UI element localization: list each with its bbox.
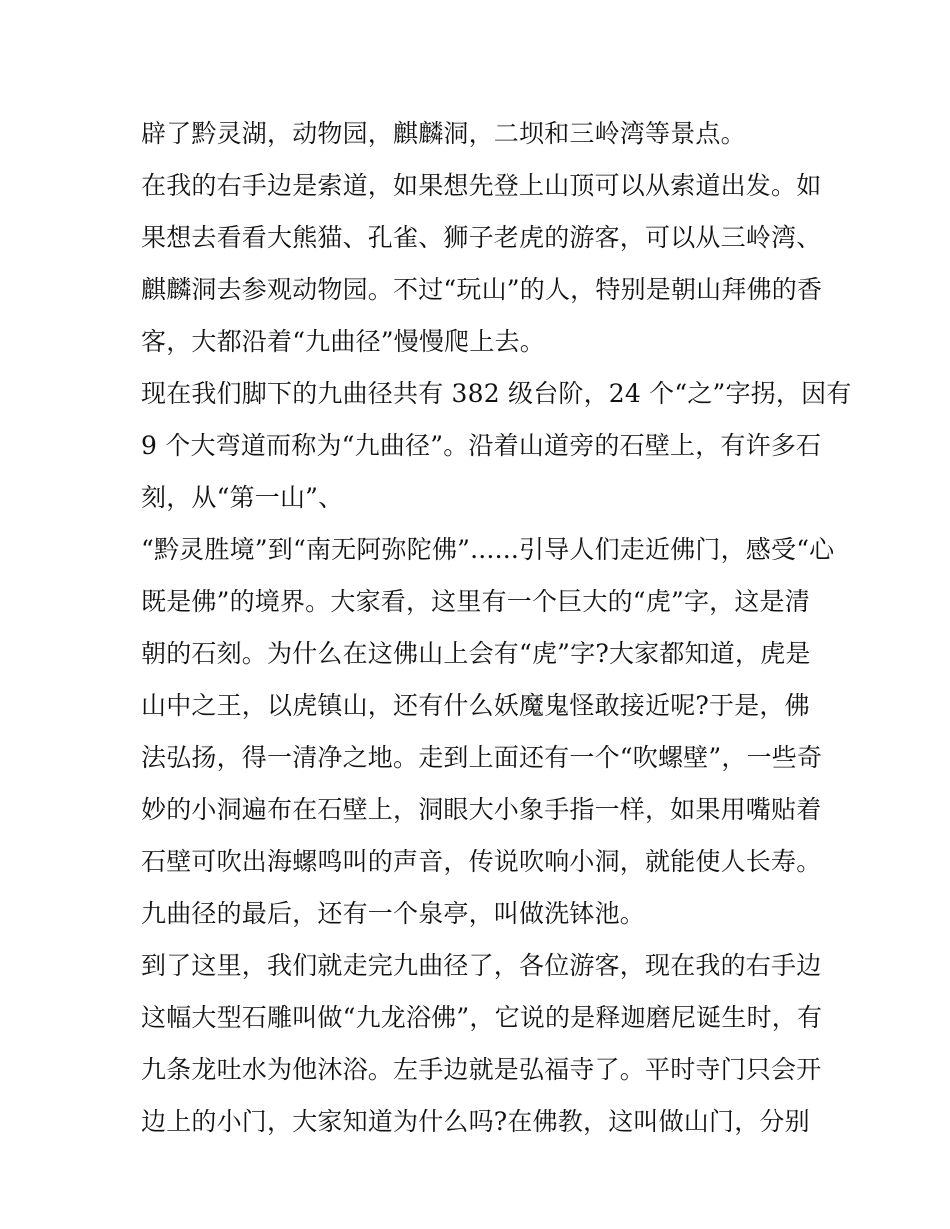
text-line: 石壁可吹出海螺鸣叫的声音，传说吹响小洞，就能使人长寿。	[141, 847, 822, 876]
text-line: 在我的右手边是索道，如果想先登上山顶可以从索道出发。如	[141, 171, 822, 200]
text-line: 山中之王，以虎镇山，还有什么妖魔鬼怪敢接近呢?于是，佛	[141, 691, 810, 720]
text-line: 麒麟洞去参观动物园。不过“玩山”的人，特别是朝山拜佛的香	[141, 275, 823, 304]
body-text	[141, 108, 852, 1148]
text-line: 现在我们脚下的九曲径共有 382 级台阶，24 个“之”字拐，因有	[141, 379, 852, 408]
text-line: 到了这里，我们就走完九曲径了，各位游客，现在我的右手边	[141, 951, 822, 980]
text-line: 既是佛”的境界。大家看，这里有一个巨大的“虎”字，这是清	[141, 587, 810, 616]
text-line: 这幅大型石雕叫做“九龙浴佛”，它说的是释迦磨尼诞生时，有	[141, 1003, 823, 1032]
text-line: 果想去看看大熊猫、孔雀、狮子老虎的游客，可以从三岭湾、	[141, 223, 822, 252]
text-line: 刻，从“第一山”、	[141, 483, 344, 512]
text-line: 九条龙吐水为他沐浴。左手边就是弘福寺了。平时寺门只会开	[141, 1055, 822, 1084]
text-line: 法弘扬，得一清净之地。走到上面还有一个“吹螺壁”，一些奇	[141, 743, 823, 772]
text-line: 九曲径的最后，还有一个泉亭，叫做洗钵池。	[141, 899, 646, 928]
text-line: 妙的小洞遍布在石壁上，洞眼大小象手指一样，如果用嘴贴着	[141, 795, 822, 824]
text-line: 客，大都沿着“九曲径”慢慢爬上去。	[141, 327, 545, 356]
text-line: 朝的石刻。为什么在这佛山上会有“虎”字?大家都知道，虎是	[141, 639, 811, 668]
text-line: “黔灵胜境”到“南无阿弥陀佛”......引导人们走近佛门，感受“心	[141, 535, 835, 564]
text-line: 边上的小门，大家知道为什么吗?在佛教，这叫做山门，分别	[141, 1107, 810, 1136]
text-line: 9 个大弯道而称为“九曲径”。沿着山道旁的石壁上，有许多石	[141, 431, 822, 460]
text-line: 辟了黔灵湖，动物园，麒麟洞，二坝和三岭湾等景点。	[141, 119, 746, 148]
